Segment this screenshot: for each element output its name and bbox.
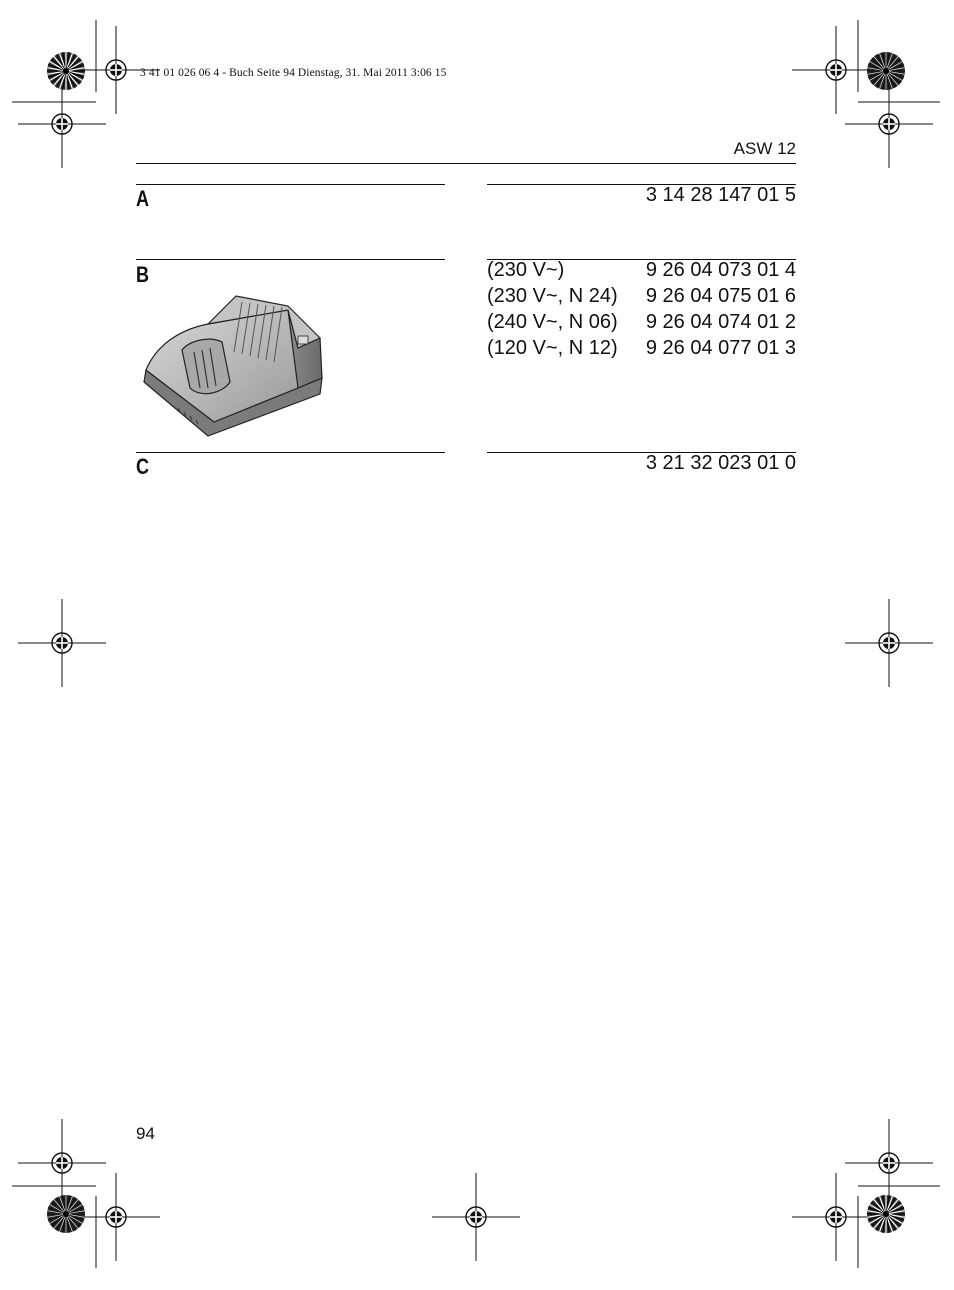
star-target-icon xyxy=(47,52,85,90)
variant-part-number: 9 26 04 077 01 3 xyxy=(645,337,796,359)
document-title: ASW 12 xyxy=(733,139,796,158)
section-b-letter: B xyxy=(136,262,150,287)
star-target-icon xyxy=(867,1195,905,1233)
variant-spec: (230 V~, N 24) xyxy=(487,285,618,307)
star-target-icon xyxy=(47,1195,85,1233)
variant-part-number: 9 26 04 074 01 2 xyxy=(645,311,796,333)
section-a-part-number: 3 14 28 147 01 5 xyxy=(645,184,796,206)
star-target-icon xyxy=(867,52,905,90)
variant-spec: (240 V~, N 06) xyxy=(487,311,618,333)
page-number: 94 xyxy=(136,1124,155,1143)
section-a-letter: A xyxy=(136,186,150,211)
variant-part-number: 9 26 04 073 01 4 xyxy=(645,259,796,281)
variant-part-number: 9 26 04 075 01 6 xyxy=(645,285,796,307)
section-c-letter: C xyxy=(136,454,150,479)
section-c-part-number: 3 21 32 023 01 0 xyxy=(645,452,796,474)
print-slug: 3 41 01 026 06 4 - Buch Seite 94 Dienstag, 31. Mai 2011 3:06 15 xyxy=(140,67,447,79)
variant-spec: (120 V~, N 12) xyxy=(487,337,618,359)
variant-spec: (230 V~) xyxy=(487,259,565,281)
